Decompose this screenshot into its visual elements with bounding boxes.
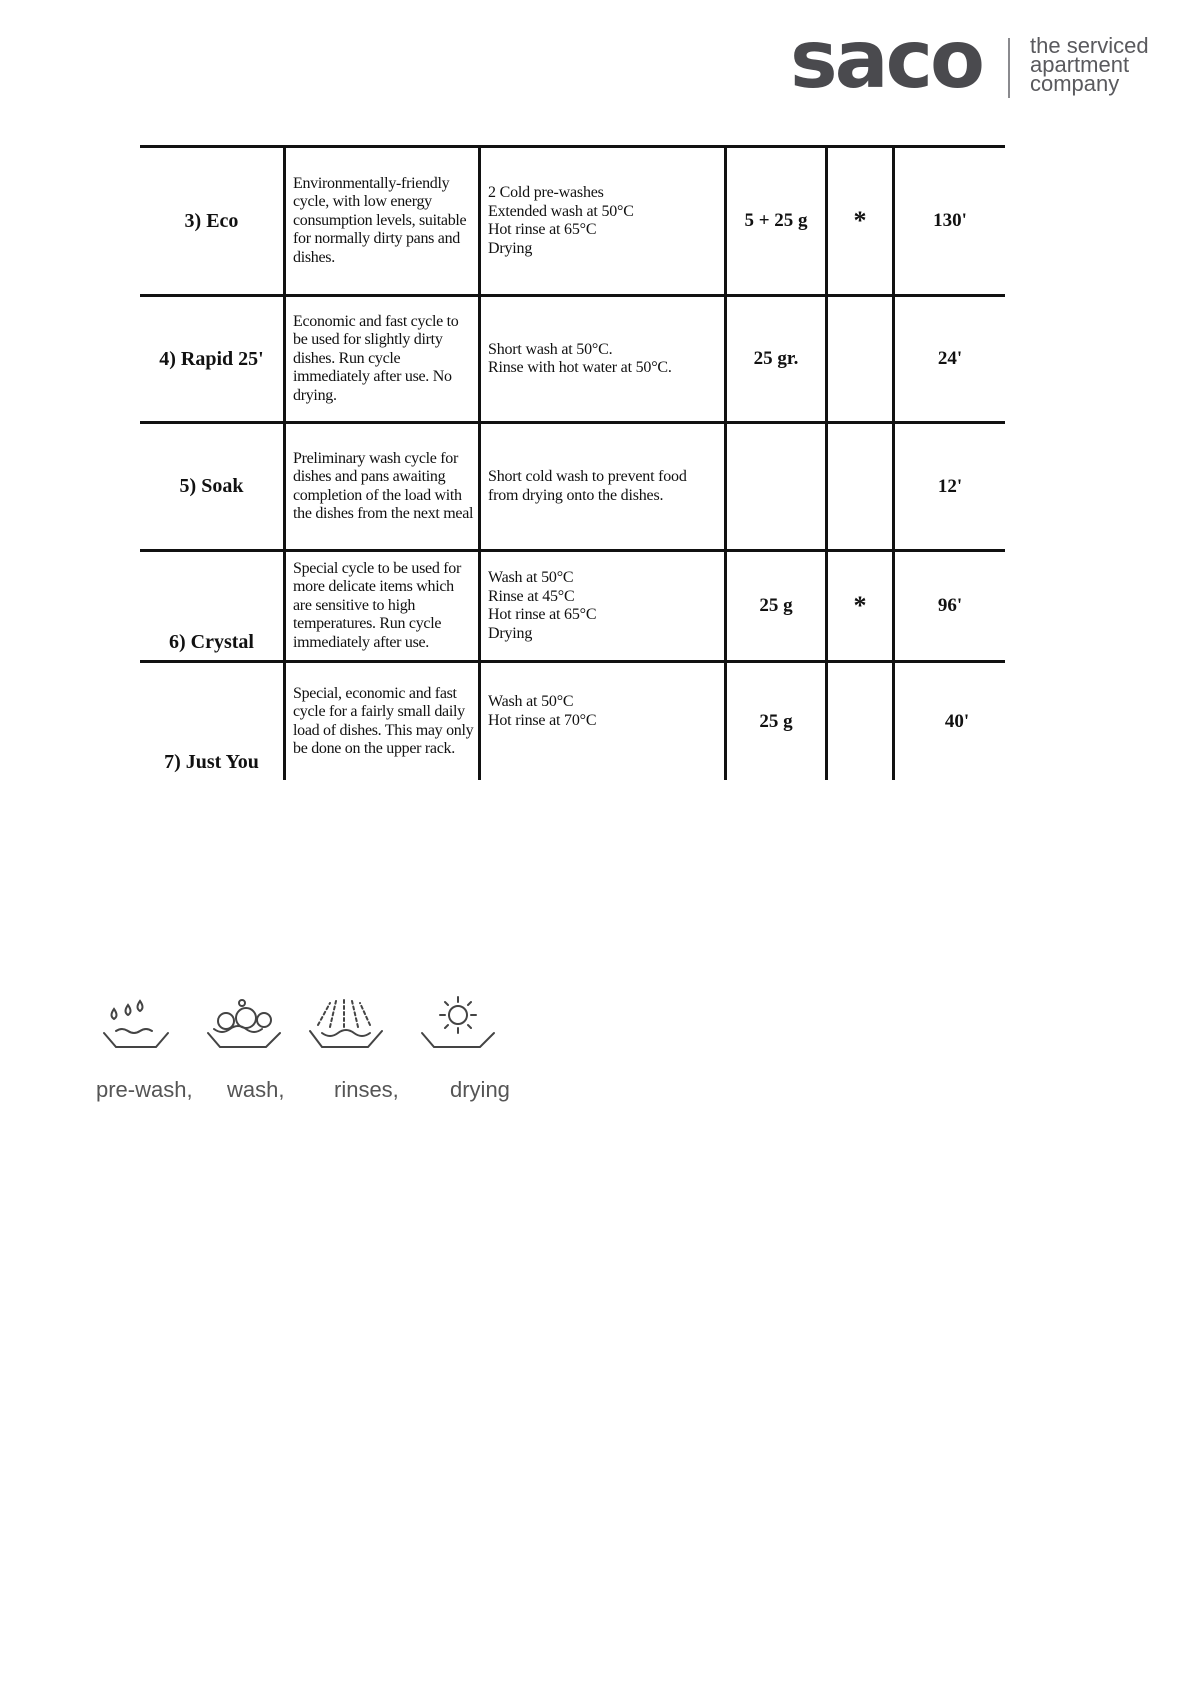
drying-mark: [828, 297, 892, 421]
rinse-icon: [306, 995, 386, 1060]
program-name: 3) Eco: [184, 209, 239, 232]
detergent-amount: 5 + 25 g: [744, 210, 808, 231]
logo-wordmark: saco: [790, 13, 982, 106]
cycle-phase-legend: [96, 995, 536, 1115]
cycle-time: 12': [937, 475, 963, 497]
pre-wash-icon: [100, 995, 170, 1060]
program-description: Economic and fast cycle to be used for slightly dirty dishes. Run cycle immediately after use. No drying.: [293, 312, 459, 404]
program-description: Preliminary wash cycle for dishes and pans awaiting completion of the load with the dishes from the next meal: [293, 449, 474, 522]
drying-label: drying: [450, 1077, 510, 1102]
cycle-time: 96': [937, 595, 963, 616]
drying-icon: [418, 995, 498, 1060]
rinses-label: rinses,: [334, 1077, 399, 1102]
program-name: 5) Soak: [179, 475, 244, 497]
drying-mark: [828, 663, 892, 780]
cycle-time: 24': [937, 348, 963, 369]
program-name: 7) Just You: [164, 751, 259, 773]
detergent-amount: 25 gr.: [753, 348, 799, 369]
drying-mark: *: [853, 206, 867, 235]
logo-tagline-line: apartment: [1030, 52, 1130, 77]
detergent-amount: 25 g: [759, 595, 793, 616]
program-description: Special, economic and fast cycle for a fairly small daily load of dishes. This may only be done on the upper rack.: [293, 684, 474, 757]
program-steps: 2 Cold pre-washes Extended wash at 50°C Hot rinse at 65°C Drying: [488, 184, 634, 257]
cycle-time: 130': [933, 210, 967, 231]
program-description: Special cycle to be used for more delicate items which are sensitive to high temperatures. Run cycle immediately after use.: [293, 559, 461, 651]
detergent-amount: 25 g: [759, 710, 793, 732]
drying-mark: [828, 424, 892, 549]
program-steps: Wash at 50°C Rinse at 45°C Hot rinse at 65°C Drying: [488, 569, 597, 642]
cycle-time: 40': [944, 710, 970, 732]
wash-label: wash,: [227, 1077, 285, 1102]
saco-logo: [790, 13, 1160, 106]
program-name: 4) Rapid 25': [159, 347, 264, 370]
logo-tagline-line: company: [1030, 71, 1120, 96]
program-steps: Short cold wash to prevent food from drying onto the dishes.: [488, 468, 687, 504]
detergent-amount: [727, 424, 825, 549]
program-steps: Short wash at 50°C. Rinse with hot water at 50°C.: [488, 340, 672, 376]
drying-mark: *: [853, 591, 867, 620]
wash-icon: [204, 995, 284, 1060]
program-name: 6) Crystal: [169, 631, 254, 653]
logo-divider: [1008, 38, 1010, 98]
logo-tagline: [1030, 33, 1149, 96]
program-table: [140, 145, 1005, 780]
program-description: Environmentally-friendly cycle, with low energy consumption levels, suitable for normally dirty pans and dishes.: [293, 174, 467, 266]
program-steps: Wash at 50°C Hot rinse at 70°C: [488, 693, 597, 729]
logo-tagline-line: the serviced: [1030, 33, 1149, 58]
pre-wash-label: pre-wash,: [96, 1077, 193, 1102]
